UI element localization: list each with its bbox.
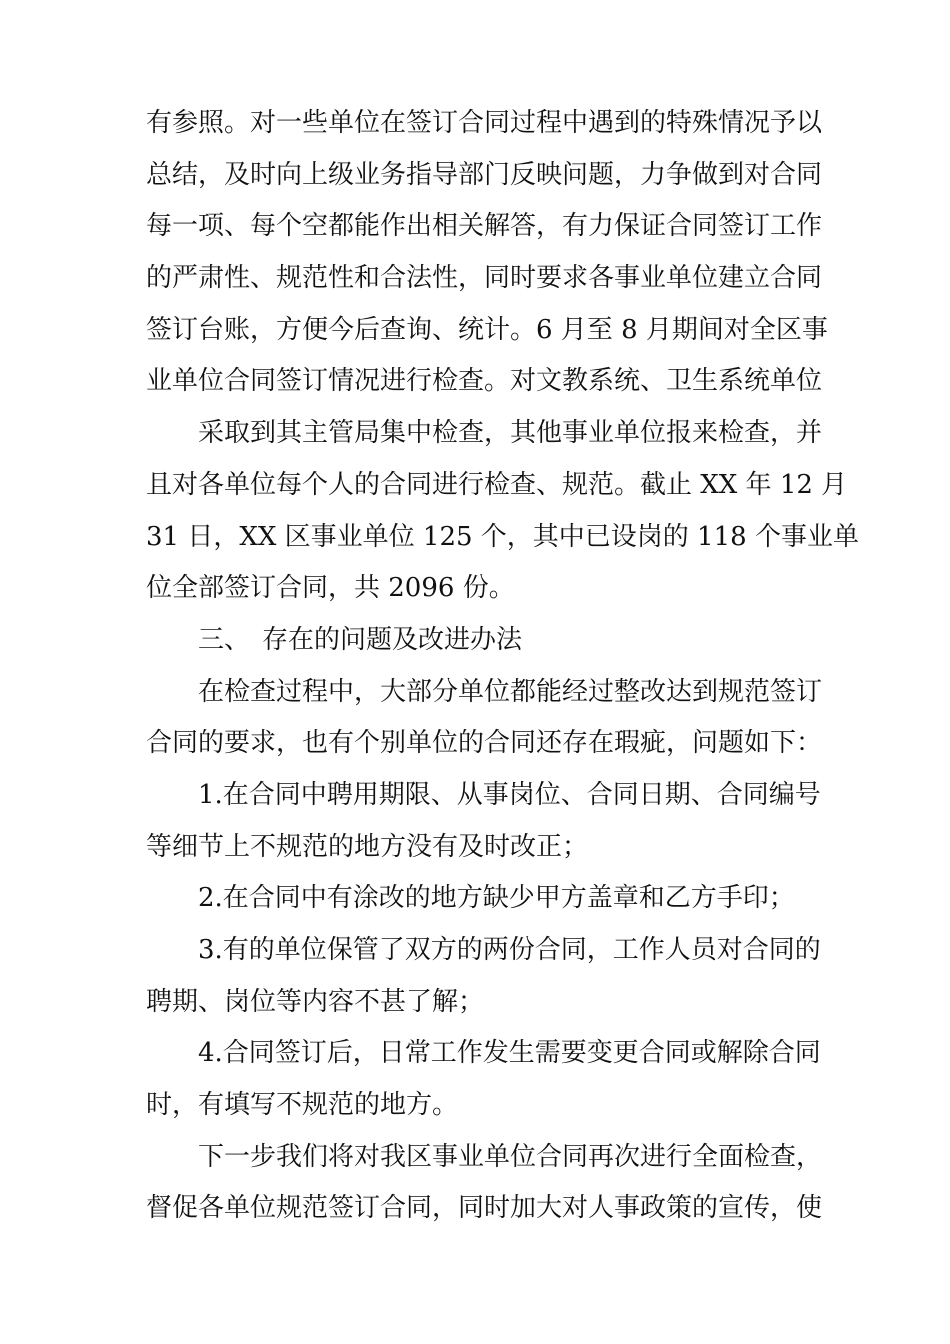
text-line: 31 日，XX 区事业单位 125 个，其中已设岗的 118 个事业单 [146,521,859,552]
text-line: 且对各单位每个人的合同进行检查、规范。截止 XX 年 12 月 [146,469,848,500]
text-line: 每一项、每个空都能作出相关解答，有力保证合同签订工作 [146,211,823,242]
list-item-line: 4.合同签订后，日常工作发生需要变更合同或解除合同 [198,1038,821,1069]
document-body [146,98,859,1235]
section-heading [146,615,810,667]
text-line: 的严肃性、规范性和合法性，同时要求各事业单位建立合同 [146,263,823,294]
list-item-line: 3.有的单位保管了双方的两份合同，工作人员对合同的 [198,935,821,965]
text-line: 总结，及时向上级业务指导部门反映问题，力争做到对合同 [146,159,823,190]
text-line: 业单位合同签订情况进行检查。对文教系统、卫生系统单位 [146,366,823,397]
section-heading-number: 三、 [198,624,251,655]
text-line: 在检查过程中，大部分单位都能经过整改达到规范签订 [198,676,823,707]
list-item-line: 1.在合同中聘用期限、从事岗位、合同日期、合同编号 [198,779,821,810]
list-item-line: 2.在合同中有涂改的地方缺少甲方盖章和乙方手印； [198,883,795,914]
list-item-line: 等细节上不规范的地方没有及时改正； [146,831,589,862]
text-line: 位全部签订合同，共 2096 份。 [146,573,515,604]
text-line: 合同的要求，也有个别单位的合同还存在瑕疵，问题如下： [146,728,823,759]
text-line: 采取到其主管局集中检查，其他事业单位报来检查，并 [198,418,823,449]
text-line: 签订台账，方便今后查询、统计。6 月至 8 月期间对全区事 [146,314,828,345]
text-line: 督促各单位规范签订合同，同时加大对人事政策的宣传，使 [146,1193,823,1224]
section-heading-title: 存在的问题及改进办法 [262,624,523,655]
text-line: 有参照。对一些单位在签订合同过程中遇到的特殊情况予以 [146,108,823,138]
text-line: 下一步我们将对我区事业单位合同再次进行全面检查， [198,1141,823,1172]
list-item-line: 聘期、岗位等内容不甚了解； [146,986,485,1017]
list-item-line: 时，有填写不规范的地方。 [146,1090,459,1121]
